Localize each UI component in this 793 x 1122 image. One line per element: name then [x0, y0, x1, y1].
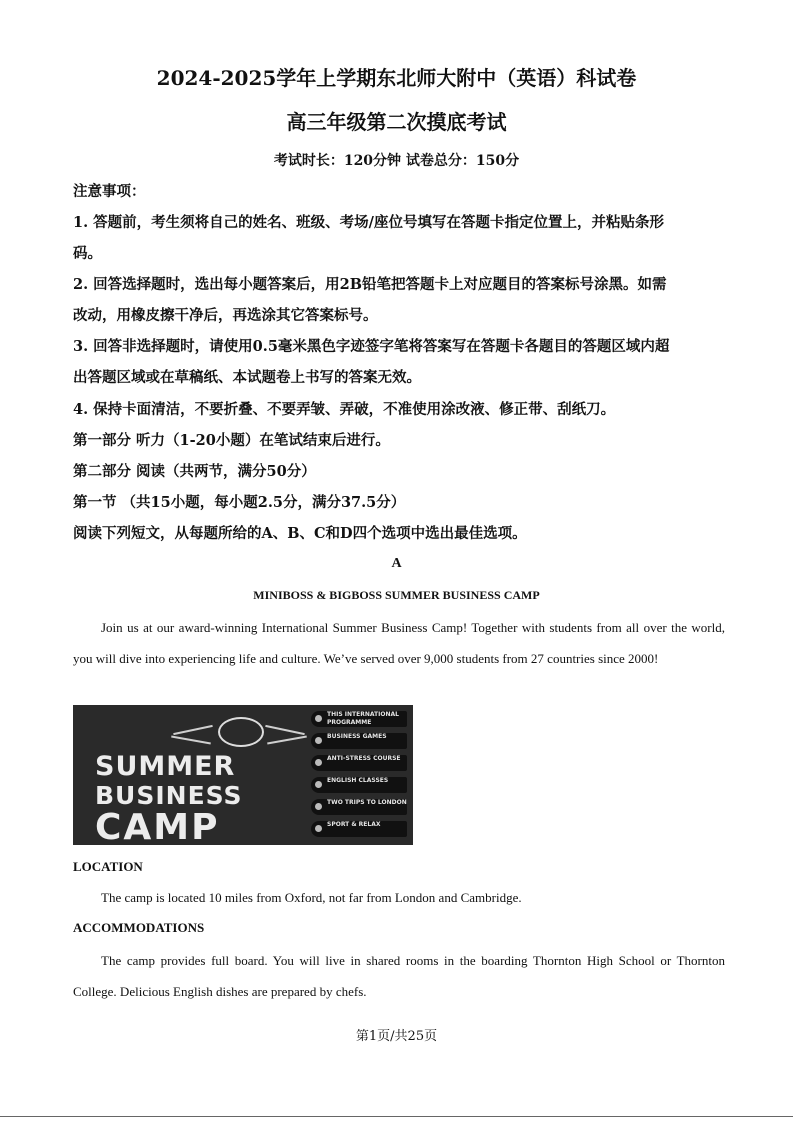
note-item-1-line2: 码。 [73, 245, 102, 262]
part2-heading: 第二部分 阅读（共两节，满分50分） [73, 463, 316, 480]
reading-instruction: 阅读下列短文，从每题所给的A、B、C和D四个选项中选出最佳选项。 [73, 525, 527, 542]
note-item-2-line1: 2. 回答选择题时，选出每小题答案后，用2B铅笔把答题卡上对应题目的答案标号涂黑。如需 [73, 276, 667, 293]
note-item-4: 4. 保持卡面清洁，不要折叠、不要弄皱、弄破，不准使用涂改液、修正带、刮纸刀。 [73, 401, 616, 418]
poster-ray [171, 736, 211, 745]
notes-heading: 注意事项： [73, 183, 146, 200]
poster-tag: SPORT & RELAX [311, 821, 407, 837]
exam-title: 2024-2025学年上学期东北师大附中（英语）科试卷 [156, 66, 637, 90]
poster-tag: ENGLISH CLASSES [311, 777, 407, 793]
poster-tag: TWO TRIPS TO LONDON [311, 799, 407, 815]
bottom-divider [0, 1116, 793, 1117]
exam-meta: 考试时长：120分钟 试卷总分：150分 [273, 153, 520, 169]
poster-ray [267, 736, 307, 745]
location-text: The camp is located 10 miles from Oxford, not far from London and Cambridge. [101, 890, 522, 905]
accommodations-heading: ACCOMMODATIONS [73, 920, 205, 935]
poster-word-summer: SUMMER [95, 751, 236, 782]
passage-title: MINIBOSS & BIGBOSS SUMMER BUSINESS CAMP [253, 588, 540, 602]
note-item-2-line2: 改动，用橡皮擦干净后，再选涂其它答案标号。 [73, 307, 378, 324]
note-item-1-line1: 1. 答题前，考生须将自己的姓名、班级、考场/座位号填写在答题卡指定位置上，并粘贴条形 [73, 214, 664, 231]
poster-badge-icon [218, 717, 264, 747]
camp-poster-image [73, 705, 413, 845]
poster-tag: BUSINESS GAMES [311, 733, 407, 749]
poster-tag: THIS INTERNATIONAL PROGRAMME [311, 711, 407, 727]
poster-word-business: BUSINESS [95, 781, 243, 810]
part1-heading: 第一部分 听力（1-20小题）在笔试结束后进行。 [73, 432, 390, 449]
poster-ray [265, 725, 305, 735]
location-heading: LOCATION [73, 859, 143, 874]
poster-word-camp: CAMP [95, 807, 220, 845]
passage-letter: A [391, 556, 402, 571]
poster-tag: ANTI-STRESS COURSE [311, 755, 407, 771]
note-item-3-line2: 出答题区域或在草稿纸、本试题卷上书写的答案无效。 [73, 369, 421, 386]
section1-heading: 第一节 （共15小题，每小题2.5分，满分37.5分） [73, 494, 406, 511]
exam-subtitle: 高三年级第二次摸底考试 [286, 110, 507, 134]
page-number: 第1页/共25页 [355, 1029, 438, 1044]
passage-intro: Join us at our award-winning International Summer Business Camp! Together with students from all over the world, you will dive into experiencing life and culture. We’ve served over 9,000 students from 27 countries since 2000! [73, 620, 725, 666]
accommodations-text: The camp provides full board. You will live in shared rooms in the boarding Thornton High School or Thornton College. Delicious English dishes are prepared by chefs. [73, 953, 725, 999]
note-item-3-line1: 3. 回答非选择题时，请使用0.5毫米黑色字迹签字笔将答案写在答题卡各题目的答题区域内超 [73, 338, 670, 355]
poster-ray [173, 725, 213, 735]
